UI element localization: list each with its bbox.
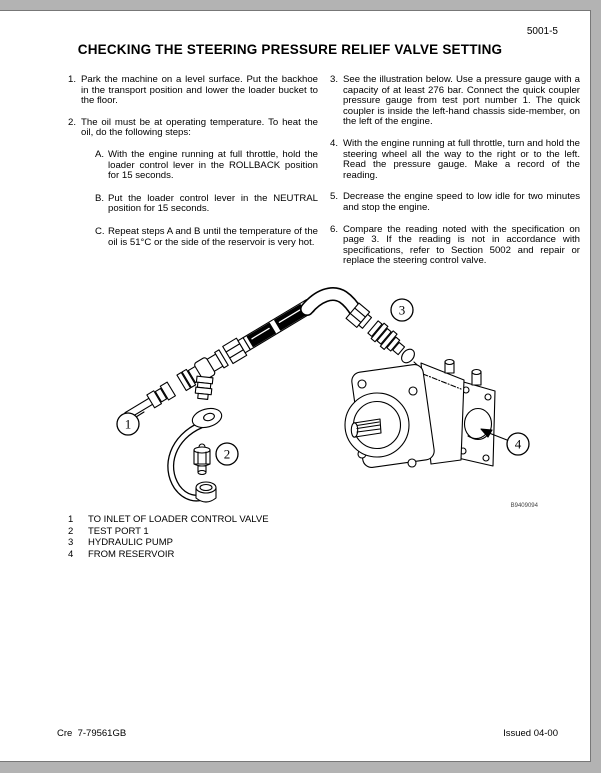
- legend-label: TEST PORT 1: [88, 525, 149, 537]
- item-text: Compare the reading noted with the specification on page 3. If the reading is not in accordance with specifications, refer to Section 5002 and repair or replace the steering control valve.: [343, 223, 580, 267]
- hydraulic-pump: [345, 360, 495, 469]
- figure-legend: [68, 514, 269, 560]
- hose-assembly: [122, 297, 316, 424]
- instruction-item-5: [330, 192, 580, 213]
- footer-issue-date: Issued 04-00: [503, 728, 558, 739]
- page-number: 5001-5: [526, 26, 558, 37]
- legend-row-2: [68, 526, 269, 538]
- page-footer: [57, 728, 558, 739]
- item-number: 1.: [68, 74, 77, 85]
- legend-number: 3: [68, 537, 74, 549]
- item-number: 2.: [68, 116, 77, 128]
- legend-row-4: [68, 549, 269, 561]
- legend-row-3: [68, 537, 269, 549]
- instruction-item-2a: [95, 150, 318, 182]
- item-number: 3.: [330, 74, 339, 85]
- item-text: Put the loader control lever in the NEUTRAL position for 15 seconds.: [108, 192, 318, 215]
- item-number: C.: [95, 225, 105, 237]
- item-number: 4.: [330, 137, 339, 149]
- item-text: See the illustration below. Use a pressure gauge with a capacity of at least 276 bar. Connect the quick coupler pressure gauge from test port number 1. The quick coupler is inside the left-hand chassis side-member, on the left of the engine.: [343, 74, 580, 128]
- legend-label: TO INLET OF LOADER CONTROL VALVE: [88, 514, 269, 525]
- item-text: The oil must be at operating temperature. To heat the oil, do the following steps:: [81, 116, 318, 139]
- item-number: A.: [95, 148, 105, 160]
- instruction-item-1: [68, 75, 318, 107]
- quick-coupler: [367, 319, 408, 358]
- substeps-list: [68, 150, 318, 248]
- instruction-item-2c: [95, 227, 318, 248]
- item-text: Park the machine on a level surface. Put the backhoe in the transport position and lower the loader bucket to the floor.: [81, 74, 318, 107]
- item-text: With the engine running at full throttle, hold the loader control lever in the ROLLBACK position for 15 seconds.: [108, 148, 318, 182]
- page-title: CHECKING THE STEERING PRESSURE RELIEF VALVE SETTING: [77, 42, 503, 57]
- cap-fitting: [196, 482, 216, 502]
- callout-4-number: 4: [514, 436, 522, 452]
- figure-illustration: [55, 284, 560, 516]
- instruction-item-2: [68, 118, 318, 139]
- item-number: B.: [95, 192, 105, 204]
- instruction-item-2b: [95, 194, 318, 215]
- legend-label: HYDRAULIC PUMP: [88, 537, 173, 549]
- instruction-item-3: [330, 75, 580, 128]
- callout-1-number: 1: [124, 416, 132, 432]
- instruction-item-6: [330, 225, 580, 267]
- item-text: Decrease the engine speed to low idle for two minutes and stop the engine.: [343, 191, 580, 213]
- legend-label: FROM RESERVOIR: [88, 548, 175, 560]
- footer-doc-code: Cre 7-79561GB: [57, 728, 127, 739]
- item-text: With the engine running at full throttle, turn and hold the steering wheel all the way to the right or to the left. Read the pressure gauge. Make a record of the reading.: [343, 137, 580, 181]
- legend-number: 2: [68, 525, 74, 537]
- test-port-fitting: [194, 444, 210, 475]
- manual-page: [0, 10, 591, 762]
- legend-row-1: [68, 514, 269, 526]
- left-column: [68, 75, 318, 260]
- item-text: Repeat steps A and B until the temperature of the oil is 51°C or the side of the reservoir is very hot.: [108, 225, 318, 248]
- callout-3-number: 3: [398, 302, 406, 318]
- figure-photo-code: B9409094: [510, 503, 538, 509]
- callout-2-number: 2: [223, 446, 231, 462]
- right-column: [330, 75, 580, 278]
- item-number: 6.: [330, 223, 339, 235]
- legend-number: 4: [68, 548, 74, 560]
- item-number: 5.: [330, 191, 339, 203]
- legend-number: 1: [68, 514, 74, 525]
- tee-down-port: [195, 376, 213, 400]
- instruction-item-4: [330, 139, 580, 181]
- elbow-fitting: [307, 294, 373, 331]
